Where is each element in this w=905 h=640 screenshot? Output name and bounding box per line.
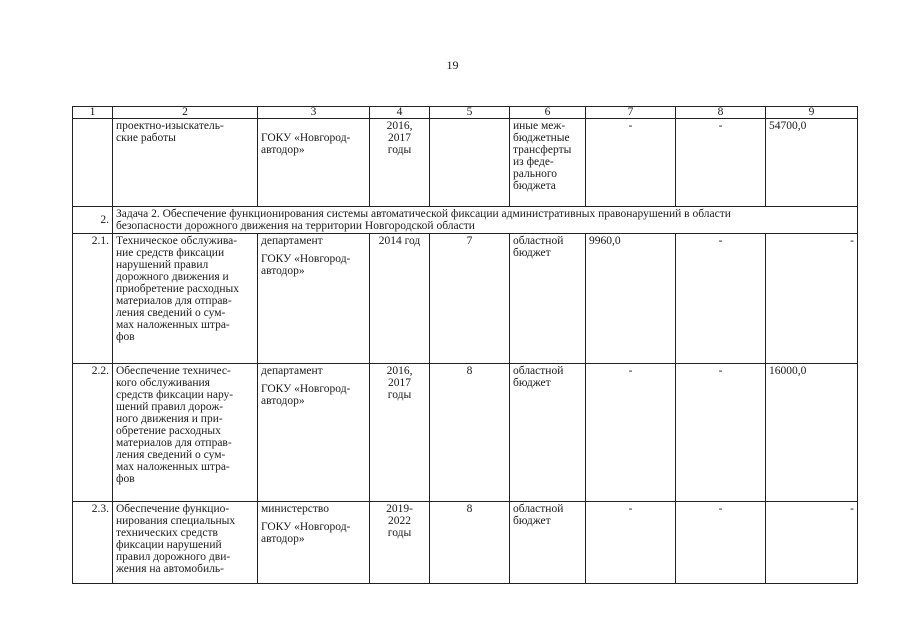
row-executor-2: ГОКУ «Новгород- автодор» [261, 253, 351, 277]
row-executor-1: министерство [261, 503, 329, 515]
row-executor [258, 234, 370, 364]
table-row [73, 502, 858, 584]
row-target: 7 [430, 234, 510, 364]
row-executor-1: департамент [261, 365, 323, 377]
table-row [73, 364, 858, 502]
row-source: областной бюджет [510, 502, 586, 584]
header-cell: 2 [113, 107, 258, 119]
row-name: Обеспечение функцио- нирования специальных технических средств фиксации нарушений правил дорожного дви- жения на автомобиль- [113, 502, 258, 584]
row-executor [258, 502, 370, 584]
row-executor-1: ГОКУ «Новгород- автодор» [261, 132, 351, 156]
row-number: 2.3. [73, 502, 113, 584]
row-target: 8 [430, 502, 510, 584]
row-number: 2.1. [73, 234, 113, 364]
header-cell: 6 [510, 107, 586, 119]
row-executor [258, 364, 370, 502]
row-name: Обеспечение техничес- кого обслуживания средств фиксации нару- шений правил дорож- ного движения и при- обретение расходных материалов для отправ- ления сведений о сум- мах наложенных штра- фов [113, 364, 258, 502]
row-year-3: - [766, 502, 858, 584]
row-executor-2: ГОКУ «Новгород- автодор» [261, 383, 351, 407]
table-row [73, 234, 858, 364]
row-year-3: - [766, 234, 858, 364]
row-executor [258, 119, 370, 207]
row-source: областной бюджет [510, 364, 586, 502]
header-cell: 9 [766, 107, 858, 119]
task-row [73, 207, 858, 234]
header-cell: 1 [73, 107, 113, 119]
row-year-1: - [586, 364, 676, 502]
row-target [430, 119, 510, 207]
row-number [73, 119, 113, 207]
header-cell: 5 [430, 107, 510, 119]
header-cell: 8 [676, 107, 766, 119]
row-year-1: - [586, 502, 676, 584]
table-row [73, 119, 858, 207]
row-name: проектно-изыскатель- ские работы [113, 119, 258, 207]
row-year-2: - [676, 502, 766, 584]
row-target: 8 [430, 364, 510, 502]
row-source: областной бюджет [510, 234, 586, 364]
row-executor-2: ГОКУ «Новгород- автодор» [261, 521, 351, 545]
row-year-2: - [676, 364, 766, 502]
row-source: иные меж- бюджетные трансферты из феде- рального бюджета [510, 119, 586, 207]
row-year-2: - [676, 234, 766, 364]
row-name: Техническое обслужива- ние средств фиксации нарушений правил дорожного движения и приобретение расходных материалов для отправ- ления сведений о сум- мах наложенных штра- фов [113, 234, 258, 364]
row-year-2: - [676, 119, 766, 207]
row-term: 2014 год [370, 234, 430, 364]
row-number: 2. [73, 207, 113, 234]
header-row [73, 107, 858, 119]
header-cell: 7 [586, 107, 676, 119]
row-year-3: 16000,0 [766, 364, 858, 502]
header-cell: 4 [370, 107, 430, 119]
row-term: 2019- 2022 годы [370, 502, 430, 584]
row-year-1: - [586, 119, 676, 207]
page-number: 19 [446, 58, 459, 72]
header-cell: 3 [258, 107, 370, 119]
row-term: 2016, 2017 годы [370, 364, 430, 502]
row-year-1: 9960,0 [586, 234, 676, 364]
task-title: Задача 2. Обеспечение функционирования системы автоматической фиксации административных правонарушений в области безопасности дорожного движения на территории Новгородской области [113, 207, 858, 234]
row-number: 2.2. [73, 364, 113, 502]
row-executor-1: департамент [261, 235, 323, 247]
row-year-3: 54700,0 [766, 119, 858, 207]
program-table [72, 106, 858, 584]
row-term: 2016, 2017 годы [370, 119, 430, 207]
